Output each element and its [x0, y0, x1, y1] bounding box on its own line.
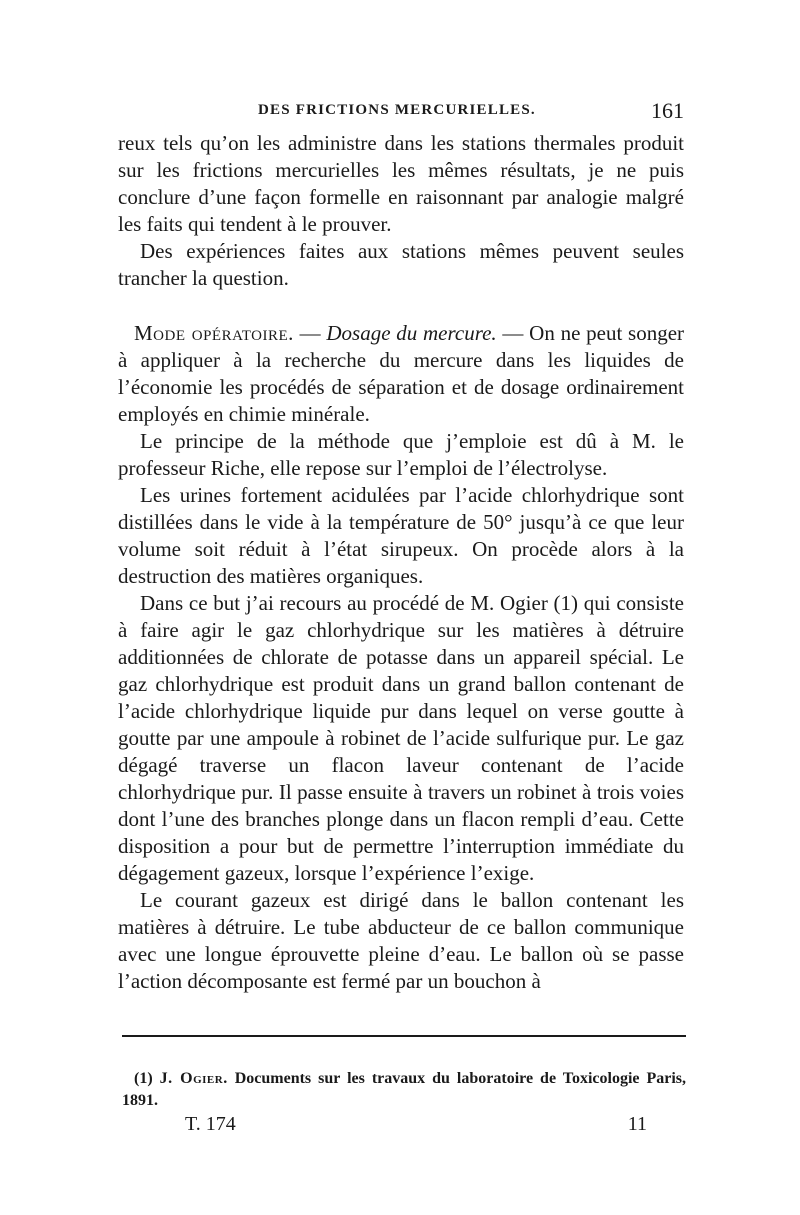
- footnote-author: J. Ogier.: [159, 1070, 228, 1087]
- body-text: [118, 130, 684, 995]
- paragraph: reux tels qu’on les administre dans les stations thermales produit sur les frictions mercurielles les mêmes résultats, je ne puis conclure d’une façon formelle en raisonnant par analogie malgré les faits qui tendent à le prouver.: [118, 131, 684, 236]
- dash: —: [496, 321, 530, 345]
- page-number: 161: [651, 98, 684, 123]
- signature-number: 11: [627, 1113, 647, 1135]
- footnote-rule: [122, 1035, 686, 1037]
- footnote-marker: (1): [134, 1070, 153, 1087]
- section-subheading: Dosage du mercure.: [326, 321, 497, 345]
- paragraph: Des expériences faites aux stations mêmes peuvent seules trancher la question.: [118, 239, 684, 290]
- paragraph: Le principe de la méthode que j’emploie est dû à M. le professeur Riche, elle repose sur l’emploi de l’électrolyse.: [118, 429, 684, 480]
- footnote: [122, 1068, 686, 1112]
- paragraph: Le courant gazeux est dirigé dans le ballon contenant les matières à détruire. Le tube abducteur de ce ballon communique avec une longue éprouvette pleine d’eau. Le ballon où se passe l’action décomposante est fermé par un bouchon à: [118, 888, 684, 993]
- paragraph: Dans ce but j’ai recours au procédé de M. Ogier (1) qui consiste à faire agir le gaz chlorhydrique sur les matières à détruire additionnées de chlorate de potasse dans un appareil spécial. Le gaz chlorhydrique est produit dans un grand ballon contenant de l’acide chlorhydrique liquide pur dans lequel on verse goutte à goutte par une ampoule à robinet de l’acide sulfurique pur. Le gaz dégagé traverse un flacon laveur contenant de l’acide chlorhydrique pur. Il passe ensuite à travers un robinet à trois voies dont l’une des branches plonge dans un flacon rempli d’eau. Cette disposition a pour but de permettre l’interruption immédiate du dégagement gazeux, lorsque l’expérience l’exige.: [118, 591, 684, 885]
- section-paragraph: [118, 320, 684, 428]
- dash: —: [293, 321, 327, 345]
- paragraph: Les urines fortement acidulées par l’acide chlorhydrique sont distillées dans le vide à la température de 50° jusqu’à ce que leur volume soit réduit à l’état sirupeux. On procède alors à la destruction des matières organiques.: [118, 483, 684, 588]
- section-heading: Mode opératoire.: [134, 321, 294, 345]
- signature-volume: T. 174: [185, 1113, 236, 1135]
- footnote-text: Documents sur les travaux du laboratoire de Toxicologie Paris, 1891.: [122, 1070, 687, 1109]
- paragraph-text: On ne peut songer à appliquer à la recherche du mercure dans les liquides de l’économie les procédés de séparation et de dosage ordinairement employés en chimie minérale.: [118, 321, 685, 426]
- running-title: DES FRICTIONS MERCURIELLES.: [258, 102, 536, 118]
- running-head: [118, 98, 684, 126]
